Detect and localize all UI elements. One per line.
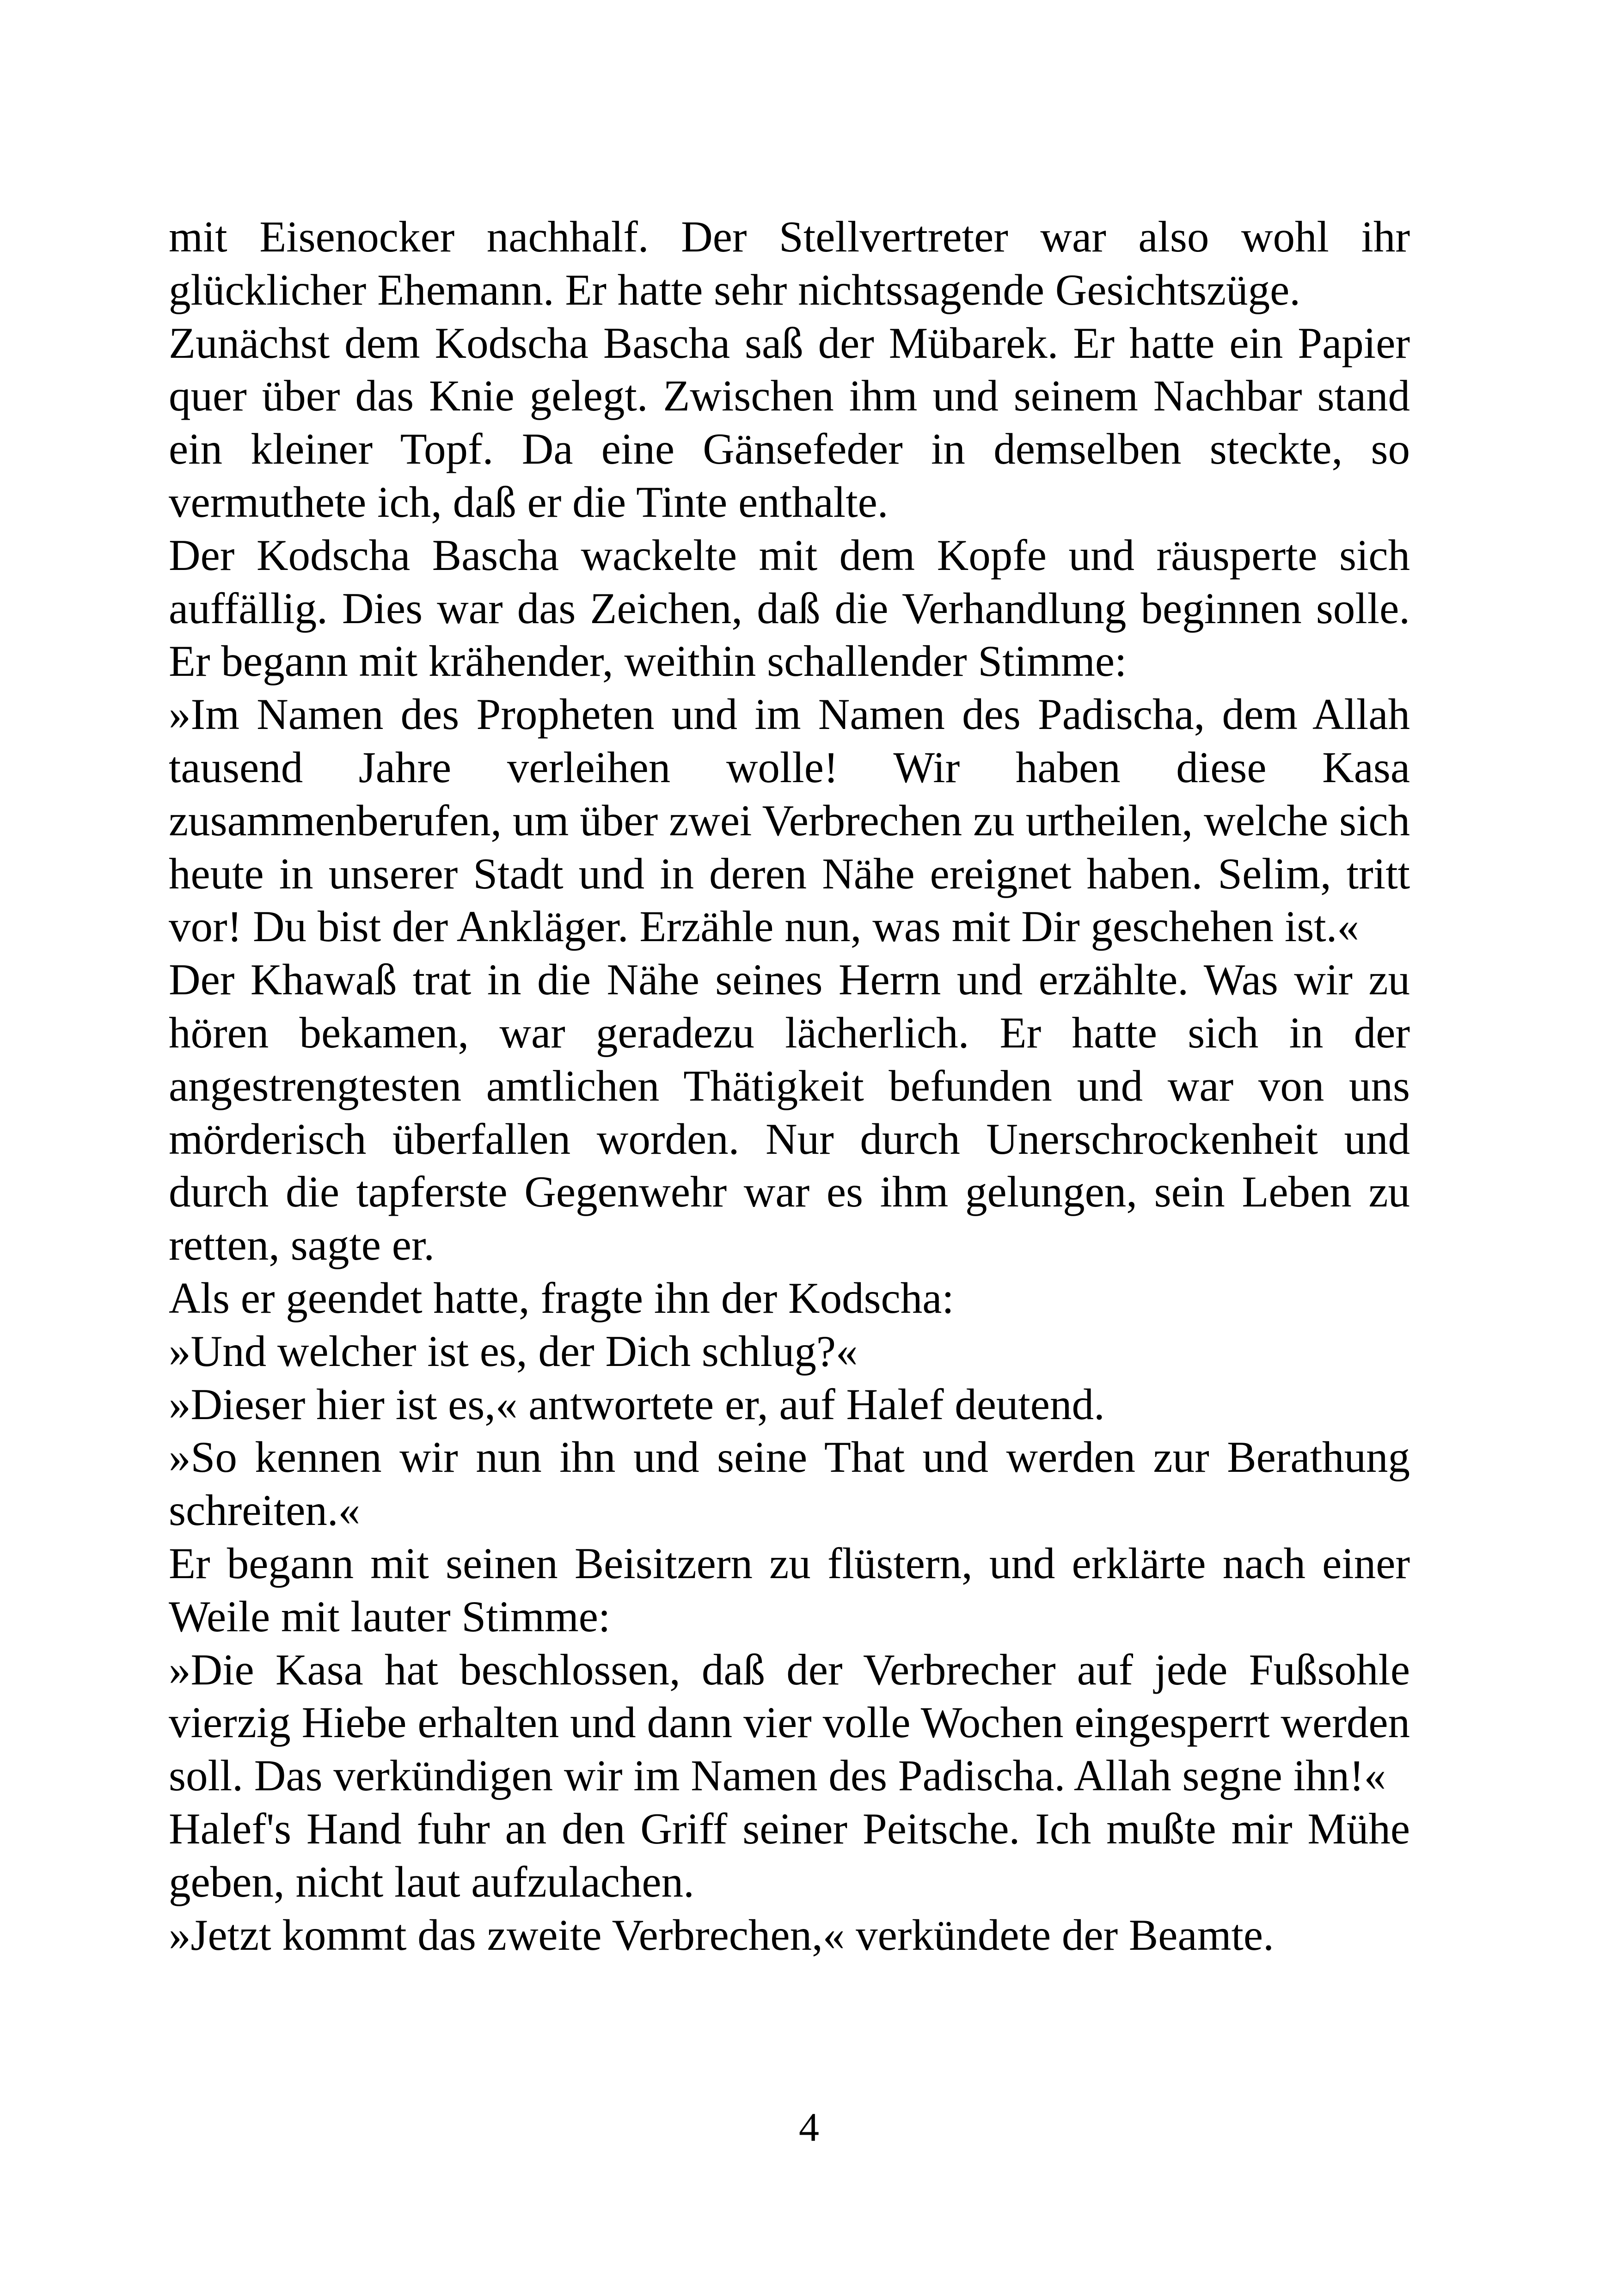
paragraph-12: Halef's Hand fuhr an den Griff seiner Peitsche. Ich mußte mir Mühe geben, nicht laut aufzulachen. — [169, 1804, 1410, 1906]
paragraph-10: Er begann mit seinen Beisitzern zu flüstern, und erklärte nach einer Weile mit lauter Stimme: — [169, 1538, 1410, 1641]
paragraph-7: »Und welcher ist es, der Dich schlug?« — [169, 1326, 858, 1376]
paragraph-8: »Dieser hier ist es,« antwortete er, auf Halef deutend. — [169, 1379, 1105, 1429]
paragraph-5: Der Khawaß trat in die Nähe seines Herrn und erzählte. Was wir zu hören bekamen, war geradezu lächerlich. Er hatte sich in der angestrengtesten amtlichen Thätigkeit befunden und war von uns mörderisch überfallen worden. Nur durch Unerschrockenheit und durch die tapferste Gegenwehr war es ihm gelungen, sein Leben zu retten, sagte er. — [169, 955, 1410, 1270]
page-number: 4 — [799, 2105, 819, 2150]
paragraph-1: mit Eisenocker nachhalf. Der Stellvertreter war also wohl ihr glücklicher Ehemann. Er hatte sehr nichtssagende Gesichtszüge. — [169, 212, 1410, 314]
paragraph-4: »Im Namen des Propheten und im Namen des Padischa, dem Allah tausend Jahre verleihen wolle! Wir haben diese Kasa zusammenberufen, um über zwei Verbrechen zu urtheilen, welche sich heute in unserer Stadt und in deren Nähe ereignet haben. Selim, tritt vor! Du bist der Ankläger. Erzähle nun, was mit Dir geschehen ist.« — [169, 690, 1410, 951]
paragraph-9: »So kennen wir nun ihn und seine That und werden zur Berathung schreiten.« — [169, 1433, 1410, 1535]
paragraph-13: »Jetzt kommt das zweite Verbrechen,« verkündete der Beamte. — [169, 1910, 1274, 1959]
paragraph-6: Als er geendet hatte, fragte ihn der Kodscha: — [169, 1273, 954, 1322]
paragraph-3: Der Kodscha Bascha wackelte mit dem Kopfe und räusperte sich auffällig. Dies war das Zeichen, daß die Verhandlung beginnen solle. Er begann mit krähender, weithin schallender Stimme: — [169, 530, 1410, 686]
paragraph-2: Zunächst dem Kodscha Bascha saß der Mübarek. Er hatte ein Papier quer über das Knie gelegt. Zwischen ihm und seinem Nachbar stand ein kleiner Topf. Da eine Gänsefeder in demselben steckte, so vermuthete ich, daß er die Tinte enthalte. — [169, 318, 1410, 527]
body-text — [169, 210, 1410, 1961]
paragraph-11: »Die Kasa hat beschlossen, daß der Verbrecher auf jede Fußsohle vierzig Hiebe erhalten und dann vier volle Wochen eingesperrt werden soll. Das verkündigen wir im Namen des Padischa. Allah segne ihn!« — [169, 1645, 1410, 1800]
